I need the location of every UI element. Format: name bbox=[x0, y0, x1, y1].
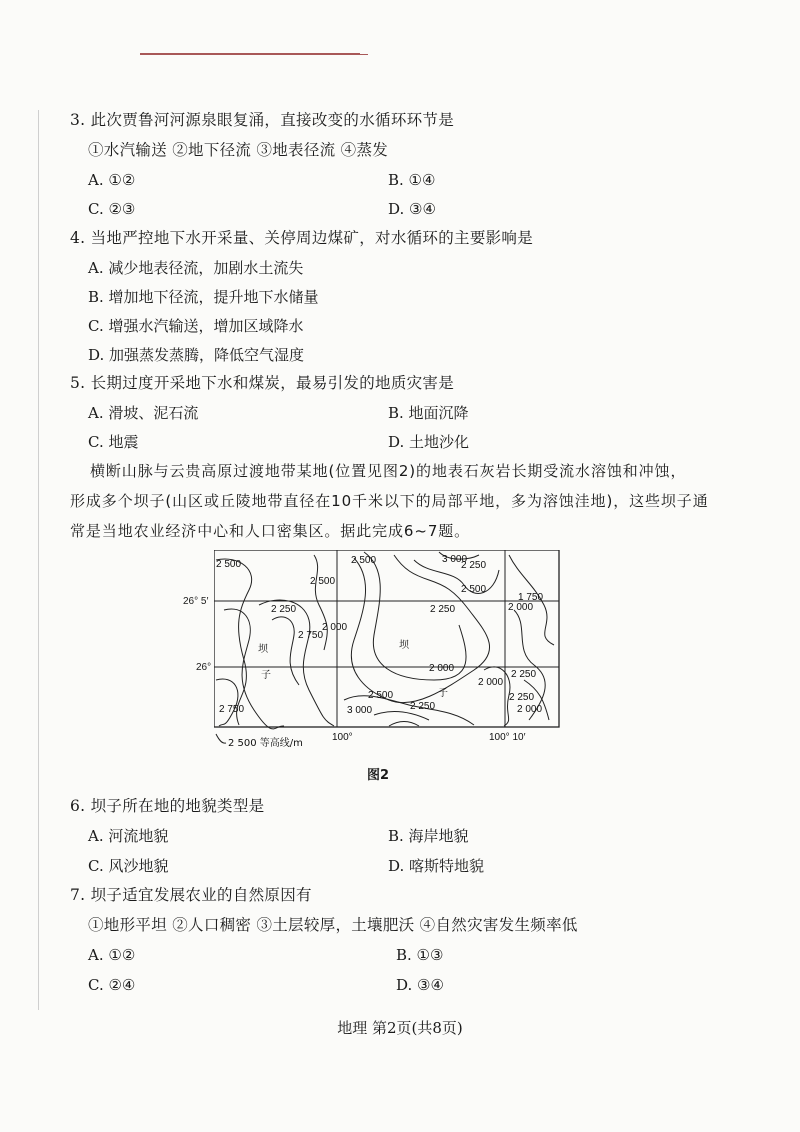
contour-label: 2 250 bbox=[410, 701, 436, 712]
q6-stem: 6. 坝子所在地的地貌类型是 bbox=[70, 797, 265, 815]
q3-option-c: C. ②③ bbox=[88, 200, 136, 218]
contour-label: 2 250 bbox=[271, 604, 297, 615]
q6-option-d: D. 喀斯特地貌 bbox=[388, 857, 485, 875]
contour-label: 3 000 bbox=[442, 554, 468, 565]
q7-option-b: B. ①③ bbox=[396, 946, 444, 964]
q6-option-c: C. 风沙地貌 bbox=[88, 857, 169, 875]
q5-option-b: B. 地面沉降 bbox=[388, 404, 469, 422]
basin-label-char: 坝 bbox=[258, 644, 268, 655]
basin-label-char: 坝 bbox=[399, 640, 409, 651]
contour-label: 2 250 bbox=[509, 692, 535, 703]
q6-option-a: A. 河流地貌 bbox=[88, 827, 169, 845]
page-edge bbox=[38, 110, 39, 1010]
q7-stem: 7. 坝子适宜发展农业的自然原因有 bbox=[70, 886, 312, 904]
figure-caption: 图2 bbox=[367, 768, 390, 783]
contour-label: 2 250 bbox=[430, 604, 456, 615]
q5-option-a: A. 滑坡、泥石流 bbox=[88, 404, 199, 422]
contour-label: 2 500 bbox=[216, 559, 242, 570]
page-footer: 地理 第2页(共8页) bbox=[337, 1019, 463, 1037]
contour-label: 2 750 bbox=[219, 704, 245, 715]
q5-option-d: D. 土地沙化 bbox=[388, 433, 470, 451]
passage-line-1: 横断山脉与云贵高原过渡地带某地(位置见图2)的地表石灰岩长期受流水溶蚀和冲蚀， bbox=[90, 462, 687, 480]
passage-line-3: 常是当地农业经济中心和人口密集区。据此完成6~7题。 bbox=[70, 522, 471, 540]
q3-option-a: A. ①② bbox=[88, 171, 136, 189]
contour-map bbox=[214, 550, 594, 750]
q4-option-a: A. 减少地表径流，加剧水土流失 bbox=[88, 259, 304, 277]
contour-label: 2 000 bbox=[508, 602, 534, 613]
q4-option-c: C. 增强水汽输送，增加区域降水 bbox=[88, 317, 304, 335]
contour-label: 2 000 bbox=[478, 677, 504, 688]
contour-label: 2 000 bbox=[322, 622, 348, 633]
q6-option-b: B. 海岸地貌 bbox=[388, 827, 469, 845]
header-rule-tail bbox=[360, 54, 368, 55]
longitude-label-left: 100° bbox=[332, 732, 353, 743]
contour-label: 2 500 bbox=[461, 584, 487, 595]
contour-label: 2 750 bbox=[298, 630, 324, 641]
basin-label-char: 子 bbox=[438, 688, 448, 699]
q7-items: ①地形平坦 ②人口稠密 ③土层较厚，土壤肥沃 ④自然灾害发生频率低 bbox=[88, 916, 578, 934]
q5-option-c: C. 地震 bbox=[88, 433, 139, 451]
contour-label: 2 500 bbox=[368, 690, 394, 701]
q4-stem: 4. 当地严控地下水开采量、关停周边煤矿，对水循环的主要影响是 bbox=[70, 229, 534, 247]
header-rule bbox=[140, 53, 360, 55]
latitude-label-top: 26° 5′ bbox=[183, 596, 209, 607]
contour-label: 2 500 bbox=[310, 576, 336, 587]
contour-label: 1 750 bbox=[518, 592, 544, 603]
q3-items: ①水汽输送 ②地下径流 ③地表径流 ④蒸发 bbox=[88, 141, 389, 159]
q4-option-b: B. 增加地下径流，提升地下水储量 bbox=[88, 288, 319, 306]
map-legend: 2 500 等高线/m bbox=[228, 738, 303, 749]
passage-line-2: 形成多个坝子(山区或丘陵地带直径在10千米以下的局部平地，多为溶蚀洼地)，这些坝子通 bbox=[70, 492, 709, 510]
contour-label: 2 250 bbox=[511, 669, 537, 680]
q7-option-d: D. ③④ bbox=[396, 976, 444, 994]
q5-stem: 5. 长期过度开采地下水和煤炭，最易引发的地质灾害是 bbox=[70, 374, 455, 392]
latitude-label-bottom: 26° bbox=[196, 662, 212, 673]
q3-option-d: D. ③④ bbox=[388, 200, 436, 218]
q3-option-b: B. ①④ bbox=[388, 171, 436, 189]
basin-label-char: 子 bbox=[261, 670, 271, 681]
q7-option-c: C. ②④ bbox=[88, 976, 136, 994]
contour-label: 2 250 bbox=[461, 560, 487, 571]
contour-label: 2 500 bbox=[351, 555, 377, 566]
contour-label: 2 000 bbox=[517, 704, 543, 715]
contour-label: 3 000 bbox=[347, 705, 373, 716]
q3-stem: 3. 此次贾鲁河河源泉眼复涌，直接改变的水循环环节是 bbox=[70, 111, 455, 129]
contour-label: 2 000 bbox=[429, 663, 455, 674]
q4-option-d: D. 加强蒸发蒸腾，降低空气湿度 bbox=[88, 346, 305, 364]
q7-option-a: A. ①② bbox=[88, 946, 136, 964]
longitude-label-right: 100° 10′ bbox=[489, 732, 526, 743]
